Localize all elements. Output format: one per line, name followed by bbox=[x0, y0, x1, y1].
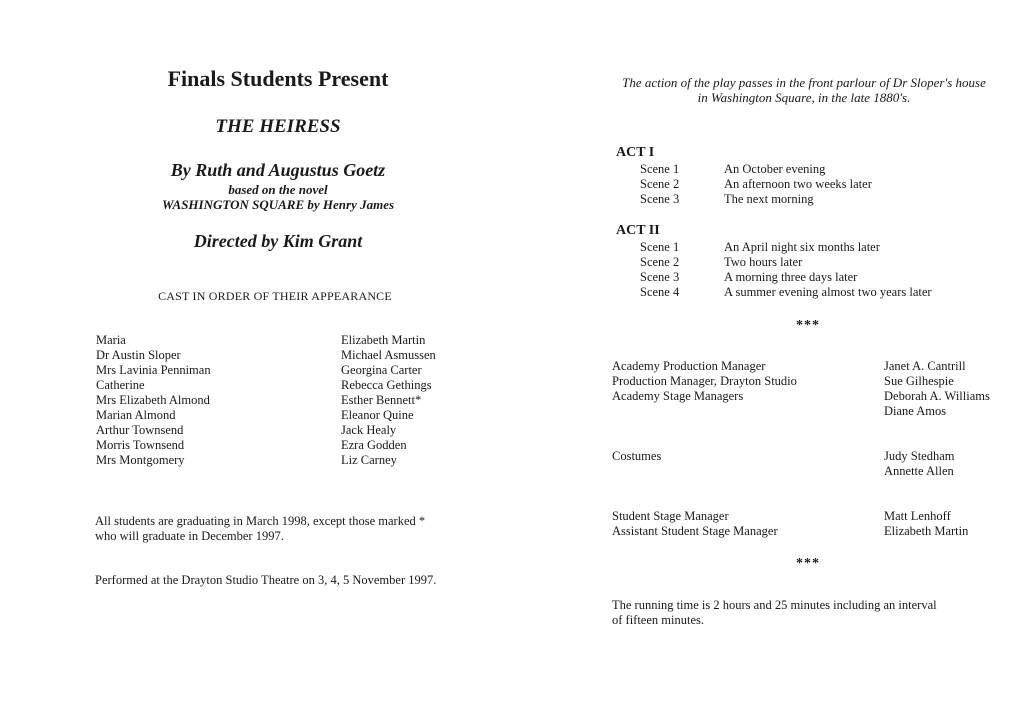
cast-list bbox=[96, 333, 496, 468]
crew-job: Academy Production Manager bbox=[612, 359, 766, 373]
cast-row bbox=[96, 393, 496, 408]
scene-description: An April night six months later bbox=[724, 240, 880, 254]
crew-group-stage bbox=[612, 509, 1024, 539]
act-heading: ACT I bbox=[616, 145, 655, 160]
crew-row bbox=[612, 524, 1024, 539]
scene-description: An October evening bbox=[724, 162, 826, 176]
graduation-note: All students are graduating in March 1998, except those marked * bbox=[95, 514, 426, 528]
crew-group-production bbox=[612, 359, 1024, 419]
crew-row bbox=[612, 509, 1024, 524]
cast-role: Maria bbox=[96, 333, 126, 347]
cast-row bbox=[96, 348, 496, 363]
scene-description: A morning three days later bbox=[724, 270, 858, 284]
cast-role: Marian Almond bbox=[96, 408, 176, 422]
cast-actor: Ezra Godden bbox=[341, 438, 407, 452]
setting-line: The action of the play passes in the front parlour of Dr Sloper's house bbox=[622, 75, 986, 90]
cast-role: Dr Austin Sloper bbox=[96, 348, 181, 362]
cast-actor: Liz Carney bbox=[341, 453, 397, 467]
crew-person: Diane Amos bbox=[884, 404, 947, 418]
cast-row bbox=[96, 378, 496, 393]
crew-row bbox=[612, 449, 1024, 464]
cast-row bbox=[96, 333, 496, 348]
cast-actor: Eleanor Quine bbox=[341, 408, 414, 422]
scene-row bbox=[640, 270, 1024, 285]
cast-actor: Esther Bennett* bbox=[341, 393, 422, 407]
cast-role: Mrs Elizabeth Almond bbox=[96, 393, 210, 407]
presenter-heading: Finals Students Present bbox=[167, 66, 389, 91]
crew-row bbox=[612, 374, 1024, 389]
crew-row bbox=[612, 404, 1024, 419]
scene-row bbox=[640, 255, 1024, 270]
crew-group-costumes bbox=[612, 449, 1024, 479]
scene-label: Scene 2 bbox=[640, 177, 680, 191]
cast-actor: Elizabeth Martin bbox=[341, 333, 426, 347]
based-on-line: based on the novel bbox=[228, 182, 328, 197]
scene-label: Scene 3 bbox=[640, 192, 680, 206]
scene-row bbox=[640, 177, 1024, 192]
crew-person: Matt Lenhoff bbox=[884, 509, 951, 523]
cast-role: Morris Townsend bbox=[96, 438, 185, 452]
cast-row bbox=[96, 363, 496, 378]
graduation-note-continued: who will graduate in December 1997. bbox=[95, 529, 284, 543]
crew-job: Academy Stage Managers bbox=[612, 389, 744, 403]
scene-label: Scene 1 bbox=[640, 162, 680, 176]
right-page bbox=[520, 0, 1024, 703]
scene-label: Scene 1 bbox=[640, 240, 680, 254]
authors-line: By Ruth and Augustus Goetz bbox=[170, 160, 386, 180]
act-heading: ACT II bbox=[616, 223, 660, 238]
crew-row bbox=[612, 359, 1024, 374]
crew-job: Production Manager, Drayton Studio bbox=[612, 374, 797, 388]
scene-row bbox=[640, 285, 1024, 300]
cast-actor: Rebecca Gethings bbox=[341, 378, 432, 392]
crew-person: Janet A. Cantrill bbox=[884, 359, 966, 373]
section-separator: *** bbox=[796, 556, 820, 571]
scene-row bbox=[640, 240, 1024, 255]
scene-label: Scene 4 bbox=[640, 285, 680, 299]
scene-description: Two hours later bbox=[724, 255, 803, 269]
running-time-continued: of fifteen minutes. bbox=[612, 613, 704, 627]
cast-row bbox=[96, 438, 496, 453]
crew-person: Deborah A. Williams bbox=[884, 389, 990, 403]
scene-label: Scene 2 bbox=[640, 255, 680, 269]
scene-label: Scene 3 bbox=[640, 270, 680, 284]
cast-row bbox=[96, 453, 496, 468]
cast-role: Arthur Townsend bbox=[96, 423, 184, 437]
scene-description: An afternoon two weeks later bbox=[724, 177, 872, 191]
cast-role: Catherine bbox=[96, 378, 145, 392]
scene-description: The next morning bbox=[724, 192, 814, 206]
cast-actor: Michael Asmussen bbox=[341, 348, 436, 362]
cast-row bbox=[96, 408, 496, 423]
cast-actor: Georgina Carter bbox=[341, 363, 422, 377]
crew-person: Elizabeth Martin bbox=[884, 524, 969, 538]
cast-actor: Jack Healy bbox=[341, 423, 397, 437]
scene-row bbox=[640, 192, 1024, 207]
section-separator: *** bbox=[796, 318, 820, 333]
running-time: The running time is 2 hours and 25 minutes including an interval bbox=[612, 598, 937, 612]
play-title: THE HEIRESS bbox=[215, 116, 341, 137]
crew-job: Student Stage Manager bbox=[612, 509, 729, 523]
crew-job: Assistant Student Stage Manager bbox=[612, 524, 778, 538]
crew-person: Annette Allen bbox=[884, 464, 954, 478]
cast-role: Mrs Montgomery bbox=[96, 453, 185, 467]
setting-line-continued: in Washington Square, in the late 1880's. bbox=[697, 90, 911, 105]
crew-row bbox=[612, 389, 1024, 404]
crew-job: Costumes bbox=[612, 449, 662, 463]
cast-row bbox=[96, 423, 496, 438]
director-line: Directed by Kim Grant bbox=[193, 231, 363, 251]
crew-person: Sue Gilhespie bbox=[884, 374, 954, 388]
performance-info: Performed at the Drayton Studio Theatre on 3, 4, 5 November 1997. bbox=[95, 573, 437, 587]
cast-heading: CAST IN ORDER OF THEIR APPEARANCE bbox=[158, 289, 392, 303]
cast-role: Mrs Lavinia Penniman bbox=[96, 363, 211, 377]
novel-line: WASHINGTON SQUARE by Henry James bbox=[161, 197, 395, 212]
crew-person: Judy Stedham bbox=[884, 449, 955, 463]
scene-description: A summer evening almost two years later bbox=[724, 285, 932, 299]
crew-row bbox=[612, 464, 1024, 479]
scene-row bbox=[640, 162, 1024, 177]
